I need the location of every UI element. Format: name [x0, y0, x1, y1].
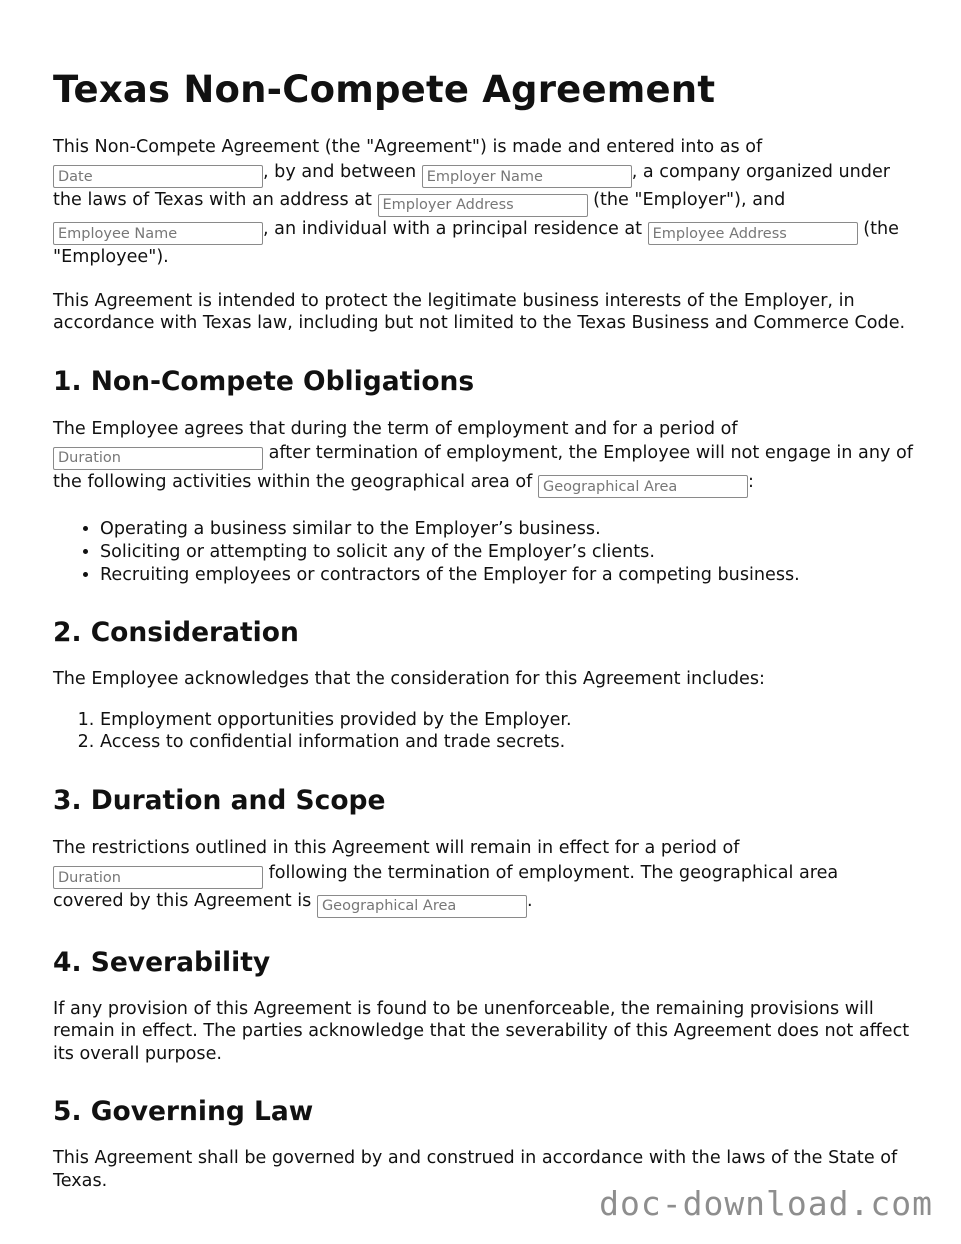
purpose-paragraph: This Agreement is intended to protect the legitimate business interests of the Employer, in accordance with Texas law, including but not limited to the Texas Business and Commerce Code. — [53, 290, 906, 334]
non-compete-activities-list — [53, 518, 913, 586]
consideration-list — [53, 709, 913, 754]
list-item: • Recruiting employees or contractors of the Employer for a competing business. — [100, 564, 913, 587]
section-5-paragraph: This Agreement shall be governed by and construed in accordance with the laws of the State of Texas. — [53, 1148, 898, 1191]
intro-text-3: , a company organized under the laws of Texas with an address at — [53, 161, 890, 211]
list-item: 1. Employment opportunities provided by the Employer. — [100, 709, 913, 732]
section-1-heading: 1. Non-Compete Obligations — [53, 365, 475, 397]
s3-text-3: . — [526, 891, 533, 912]
intro-paragraph — [53, 135, 913, 270]
section-3-paragraph — [53, 836, 913, 918]
s3-geographical-area-input[interactable] — [317, 895, 527, 918]
section-4-heading: 4. Severability — [53, 946, 271, 978]
watermark: doc-download.com — [599, 1184, 933, 1223]
employer-address-input[interactable] — [378, 194, 588, 217]
s1-duration-input[interactable] — [53, 447, 263, 470]
intro-text-4: (the "Employer"), and — [587, 190, 786, 211]
document-page — [53, 66, 913, 1213]
s3-duration-input[interactable] — [53, 866, 263, 889]
list-item: • Operating a business similar to the Employer’s business. — [100, 518, 913, 541]
section-2-paragraph: The Employee acknowledges that the consideration for this Agreement includes: — [53, 669, 765, 690]
s1-text-2: after termination of employment, the Employee will not engage in any of the following activities within the geographical area of — [53, 443, 913, 492]
s1-text-1: The Employee agrees that during the term of employment and for a period of — [53, 418, 738, 439]
intro-text-1: This Non-Compete Agreement (the "Agreement") is made and entered into as of — [53, 137, 763, 157]
employer-name-input[interactable] — [422, 165, 632, 188]
date-input[interactable] — [53, 165, 263, 188]
employee-name-input[interactable] — [53, 222, 263, 245]
section-4-paragraph: If any provision of this Agreement is found to be unenforceable, the remaining provisions will remain in effect. The parties acknowledge that the severability of this Agreement does not affect its overall purpose. — [53, 998, 910, 1064]
intro-text-2: , by and between — [263, 161, 422, 182]
section-3-heading: 3. Duration and Scope — [53, 785, 386, 817]
s3-text-1: The restrictions outlined in this Agreement will remain in effect for a period of — [53, 838, 740, 859]
document-title: Texas Non-Compete Agreement — [53, 68, 716, 111]
intro-text-5: , an individual with a principal residence at — [263, 218, 648, 239]
employee-address-input[interactable] — [648, 222, 858, 245]
intro-text-6: (the "Employee"). — [53, 218, 899, 268]
s1-geographical-area-input[interactable] — [538, 475, 748, 498]
list-item: 2. Access to confidential information and trade secrets. — [100, 731, 913, 754]
section-1-paragraph — [53, 417, 913, 499]
list-item: • Soliciting or attempting to solicit any of the Employer’s clients. — [100, 541, 913, 564]
section-5-heading: 5. Governing Law — [53, 1096, 314, 1128]
s1-text-3: : — [747, 471, 754, 492]
section-2-heading: 2. Consideration — [53, 617, 299, 649]
s3-text-2: following the termination of employment. The geographical area covered by this Agreement is — [53, 862, 839, 912]
